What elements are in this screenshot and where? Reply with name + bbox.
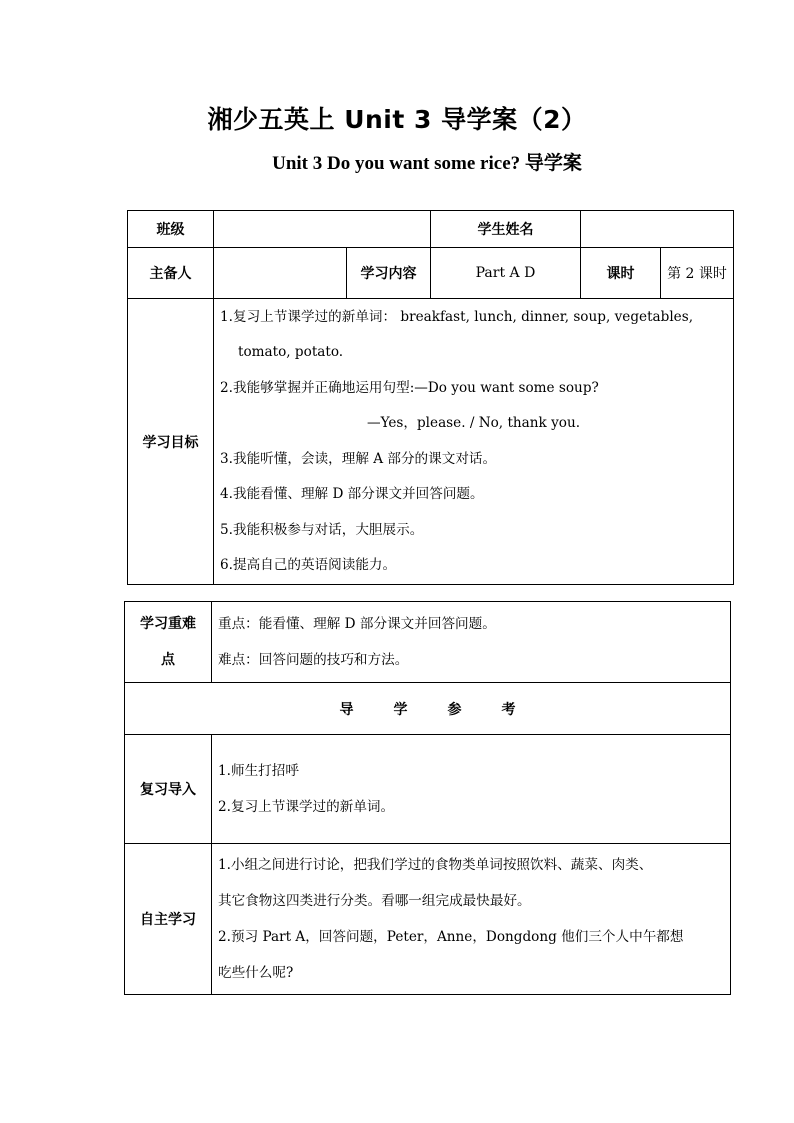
guide-table xyxy=(124,601,731,995)
difficulty-point: 难点：回答问题的技巧和方法。 xyxy=(218,652,409,668)
class-value xyxy=(214,211,431,248)
info-table xyxy=(127,210,734,585)
self-study-line: 吃些什么呢? xyxy=(218,965,294,981)
goal-line: 6.提高自己的英语阅读能力。 xyxy=(220,557,397,573)
goal-line: tomato, potato. xyxy=(238,344,344,360)
class-label: 班级 xyxy=(128,211,214,248)
preparer-value xyxy=(214,248,347,299)
goal-line: —Yes，please. / No, thank you. xyxy=(366,415,581,431)
goal-line: 2.我能够掌握并正确地运用句型:—Do you want some soup? xyxy=(220,379,599,396)
goals-content xyxy=(214,299,734,585)
focus-label xyxy=(125,602,212,683)
goal-line: 3.我能听懂，会读，理解 A 部分的课文对话。 xyxy=(220,450,497,467)
self-study-line: 2.预习 Part A，回答问题，Peter，Anne，Dongdong 他们三个人中午都想 xyxy=(218,929,684,945)
goal-line: 5.我能积极参与对话，大胆展示。 xyxy=(220,521,424,538)
self-study-line: 其它食物这四类进行分类。看哪一组完成最快最好。 xyxy=(218,893,531,909)
review-label: 复习导入 xyxy=(125,735,212,844)
goals-label: 学习目标 xyxy=(128,299,214,585)
review-content xyxy=(212,735,731,844)
focus-label-line2: 点 xyxy=(161,652,175,668)
preparer-label: 主备人 xyxy=(128,248,214,299)
document-subtitle: Unit 3 Do you want some rice? 导学案 xyxy=(272,153,582,174)
self-study-content xyxy=(212,844,731,995)
period-value: 第 2 课时 xyxy=(661,248,734,299)
review-line: 1.师生打招呼 xyxy=(218,763,299,779)
self-study-line: 1.小组之间进行讨论，把我们学过的食物类单词按照饮料、蔬菜、肉类、 xyxy=(218,857,653,873)
goal-line: 4.我能看懂、理解 D 部分课文并回答问题。 xyxy=(220,486,484,502)
document-title: 湘少五英上 Unit 3 导学案（2） xyxy=(207,105,587,134)
student-name-label: 学生姓名 xyxy=(431,211,581,248)
goal-line: 1.复习上节课学过的新单词： breakfast, lunch, dinner, soup, vegetables, xyxy=(220,308,694,325)
review-line: 2.复习上节课学过的新单词。 xyxy=(218,799,395,815)
focus-content xyxy=(212,602,731,683)
focus-label-line1: 学习重难 xyxy=(140,616,196,632)
guide-header: 导学参考 xyxy=(125,683,731,735)
period-label: 课时 xyxy=(581,248,661,299)
student-name-value xyxy=(581,211,734,248)
key-point: 重点：能看懂、理解 D 部分课文并回答问题。 xyxy=(218,616,496,632)
self-study-label: 自主学习 xyxy=(125,844,212,995)
content-value: Part A D xyxy=(431,248,581,299)
content-label: 学习内容 xyxy=(347,248,431,299)
